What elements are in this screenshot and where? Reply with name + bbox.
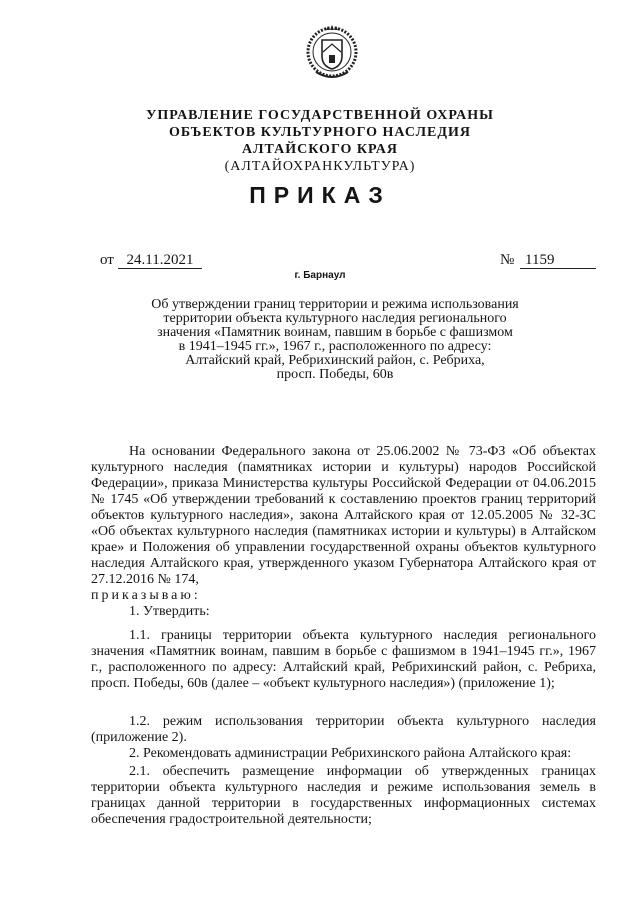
city-name: г. Барнаул <box>294 270 346 281</box>
date-label: от <box>100 252 114 268</box>
subject-line: в 1941–1945 гг.», 1967 г., расположенного по адресу: <box>178 339 492 354</box>
org-short-name: (АЛТАЙОХРАНКУЛЬТУРА) <box>224 159 416 174</box>
document-subject <box>120 298 550 382</box>
org-name-line3: АЛТАЙСКОГО КРАЯ <box>241 142 399 157</box>
document-type-title: ПРИКАЗ <box>249 182 391 208</box>
item-1-1: 1.1. границы территории объекта культурного наследия регионального значения «Памятник воинам, павшим в борьбе с фашизмом в 1941–1945 гг.», 1967 г., расположенного по адресу: Алтайский край, Ребрихинский район, с. Ребриха, просп. Победы, 60в (далее – «объект культурного наследия») (приложение 1); <box>91 628 596 691</box>
subject-line: значения «Памятник воинам, павшим в борьбе с фашизмом <box>157 325 513 340</box>
order-word: приказываю: <box>91 588 201 603</box>
subject-line: территории объекта культурного наследия регионального <box>163 311 507 326</box>
number-label: № <box>500 252 515 268</box>
coat-of-arms-emblem <box>304 22 360 86</box>
item-2: 2. Рекомендовать администрации Ребрихинского района Алтайского края: <box>129 746 572 761</box>
item-1-2: 1.2. режим использования территории объекта культурного наследия (приложение 2). <box>91 714 596 745</box>
org-name-line2: ОБЪЕКТОВ КУЛЬТУРНОГО НАСЛЕДИЯ <box>169 125 471 140</box>
org-name-line1: УПРАВЛЕНИЕ ГОСУДАРСТВЕННОЙ ОХРАНЫ <box>146 108 494 123</box>
preamble-text: На основании Федерального закона от 25.06.2002 № 73-ФЗ «Об объектах культурного наследия (памятниках истории и культуры) народов Российской Федерации», приказа Министерства культуры Российской Федерации от 04.06.2015 № 1745 «Об утверждении требований к составлению проектов границ территорий объектов культурного наследия», закона Алтайского края от 12.05.2005 № 32-ЗС «Об объектах культурного наследия (памятниках истории и культуры) в Алтайском крае» и Положения об управлении государственной охраны объектов культурного наследия Алтайского края, утвержденного указом Губернатора Алтайского края от 27.12.2016 № 174, <box>91 444 596 587</box>
subject-line: Об утверждении границ территории и режима использования <box>151 297 519 312</box>
subject-line: Алтайский край, Ребрихинский район, с. Ребриха, <box>185 353 485 368</box>
document-date: 24.11.2021 <box>118 252 202 269</box>
subject-line: просп. Победы, 60в <box>276 367 394 382</box>
preamble-paragraph <box>91 444 596 588</box>
item-1: 1. Утвердить: <box>129 604 210 619</box>
document-number: 1159 <box>520 252 596 269</box>
item-2-1: 2.1. обеспечить размещение информации об утвержденных границах территории объекта культурного наследия и режиме использования земель в границах данной территории в государственных информационных системах обеспечения градостроительной деятельности; <box>91 764 596 827</box>
